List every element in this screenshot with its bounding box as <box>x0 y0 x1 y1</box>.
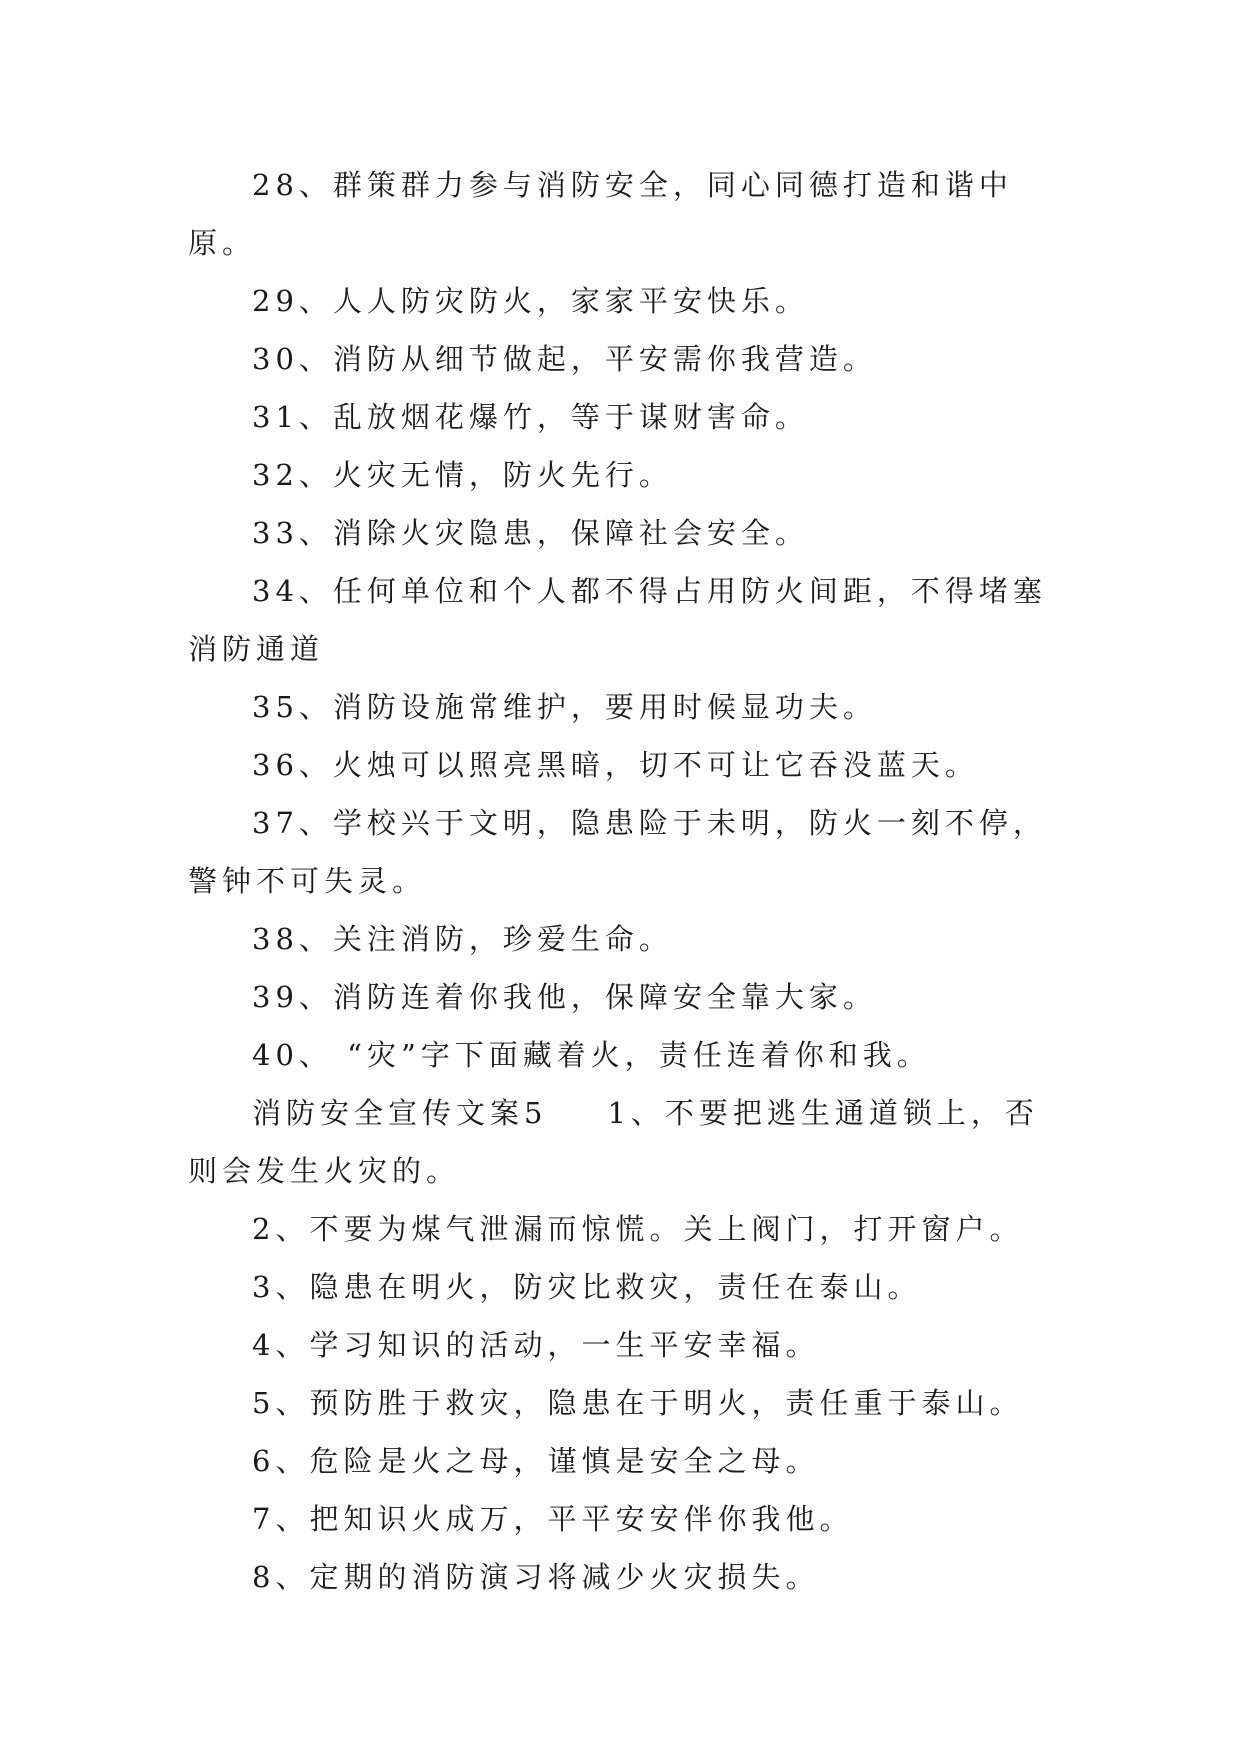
list-item: 3、隐患在明火，防灾比救灾，责任在泰山。 <box>252 1270 922 1304</box>
paragraph: 37、学校兴于文明，隐患险于未明，防火一刻不停，警钟不可失灵。 <box>188 806 1047 898</box>
section-heading: 消防安全宣传文案5 <box>252 1096 548 1130</box>
paragraph: 29、人人防灾防火，家家平安快乐。 <box>252 284 809 318</box>
paragraph: 28、群策群力参与消防安全，同心同德打造和谐中原。 <box>188 168 1013 260</box>
paragraph: 38、关注消防，珍爱生命。 <box>252 922 673 956</box>
paragraph: 36、火烛可以照亮黑暗，切不可让它吞没蓝天。 <box>252 748 979 782</box>
paragraph: 39、消防连着你我他，保障安全靠大家。 <box>252 980 877 1014</box>
paragraph: 35、消防设施常维护，要用时候显功夫。 <box>252 690 877 724</box>
paragraph: 31、乱放烟花爆竹，等于谋财害命。 <box>252 400 809 434</box>
paragraph: 34、任何单位和个人都不得占用防火间距，不得堵塞消防通道 <box>188 574 1047 666</box>
list-item: 7、把知识火成万，平平安安伴你我他。 <box>252 1502 854 1536</box>
list-item: 5、预防胜于救灾，隐患在于明火，责任重于泰山。 <box>252 1386 1024 1420</box>
paragraph: 32、火灾无情，防火先行。 <box>252 458 673 492</box>
paragraph: 33、消除火灾隐患，保障社会安全。 <box>252 516 809 550</box>
list-item: 4、学习知识的活动，一生平安幸福。 <box>252 1328 820 1362</box>
section-paragraph <box>188 1084 1056 1200</box>
list-item: 6、危险是火之母，谨慎是安全之母。 <box>252 1444 820 1478</box>
paragraph: 30、消防从细节做起，平安需你我营造。 <box>252 342 877 376</box>
document-body <box>188 156 1056 1606</box>
section-first-item: 1、不要把逃生通道锁上，否则会发生火灾的。 <box>188 1096 1039 1188</box>
paragraph: 40、 “灾”字下面藏着火，责任连着你和我。 <box>252 1038 931 1072</box>
list-item: 2、不要为煤气泄漏而惊慌。关上阀门，打开窗户。 <box>252 1212 1024 1246</box>
list-item: 8、定期的消防演习将减少火灾损失。 <box>252 1560 820 1594</box>
